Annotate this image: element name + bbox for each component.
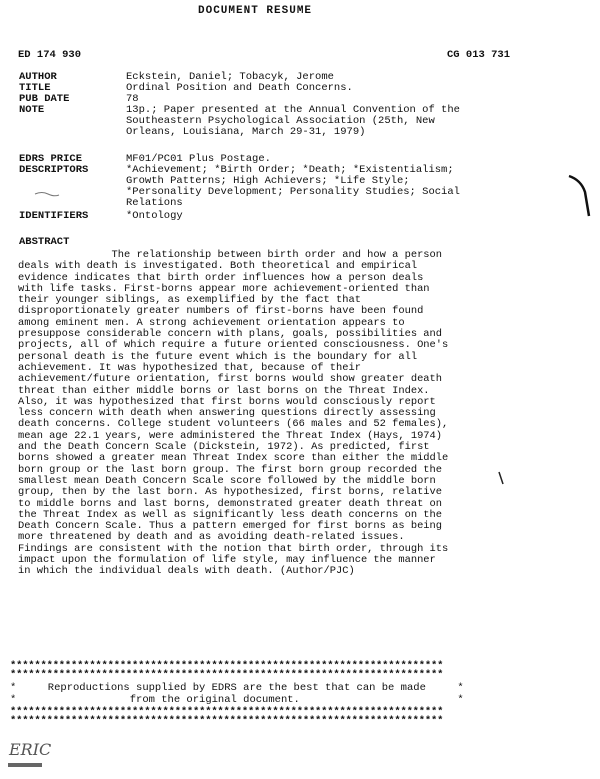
- field-value-descriptors-line: *Personality Development; Personality Studies; Social: [126, 186, 460, 198]
- stars-border-bottom: ***********************************************************************: [10, 706, 444, 718]
- field-value-pub-date: 78: [126, 93, 139, 105]
- stars-border-top: ***********************************************************************: [10, 669, 444, 681]
- stars-border-bottom: ***********************************************************************: [10, 715, 444, 727]
- ed-number: ED 174 930: [18, 49, 82, 61]
- margin-bracket-mark: [567, 170, 595, 220]
- field-value-edrs-price: MF01/PC01 Plus Postage.: [126, 153, 271, 165]
- field-value-descriptors-line: Growth Patterns; High Achievers; *Life Style;: [126, 175, 410, 187]
- eric-logo-bar: [8, 763, 42, 767]
- field-value-note-line: Southeastern Psychological Association (25th, New: [126, 115, 435, 127]
- reproduction-note-line: * from the original document. *: [10, 694, 464, 706]
- field-label-note: NOTE: [19, 104, 45, 116]
- field-value-note-line: Orleans, Louisiana, March 29-31, 1979): [126, 126, 366, 138]
- reproduction-note-line: * Reproductions supplied by EDRS are the best that can be made *: [10, 682, 464, 694]
- stars-border-top: ***********************************************************************: [10, 660, 444, 672]
- abstract-label: ABSTRACT: [19, 236, 70, 248]
- eric-logo-text: ERIC: [9, 740, 52, 759]
- field-label-title: TITLE: [19, 82, 51, 94]
- margin-tick-mark: [496, 470, 506, 488]
- abstract-text: The relationship between birth order and how a person deals with death is investigated. Both theoretical and empirical evidence indicates that birth order influences how a person deals with life tasks. First-borns appear more achievement-oriented than their younger siblings, as exemplified by the fact that disproportionately greater numbers of first-borns have been found among eminent men. A strong achievement orientation appears to presuppose considerable concern with plans, goals, possibilities and projects, all of which require a future oriented consciousness. One's personal death is the future event which is the boundary for all achievement. It was hypothesized that, because of their achievement/future orientation, first borns would show greater death threat than either middle borns or last borns on the Threat Index. Also, it was hypothesized that first borns would consciously report less concern with death when answering questions directly assessing death concerns. College student volunteers (66 males and 52 females), mean age 22.1 years, were administered the Threat Index (Hays, 1974) and the Death Concern Scale (Dickstein, 1972). As predicted, first borns showed a greater mean Threat Index score than either the middle born group or the last born group. The first born group recorded the smallest mean Death Concern Scale score followed by the middle born group, then by the last born. As hypothesized, first borns, relative to middle borns and last borns, demonstrated greater death threat on the Threat Index as well as significantly less death concerns on the Death Concern Scale. Thus a pattern emerged for first borns as being more threatened by death and as avoiding death-related issues. Findings are consistent with the notion that birth order, through its impact upon the formulation of life style, may influence the manner in which the individual deals with death. (Author/PJC): [18, 249, 449, 578]
- document-title: DOCUMENT RESUME: [198, 5, 313, 17]
- field-value-title: Ordinal Position and Death Concerns.: [126, 82, 353, 94]
- field-value-identifiers: *Ontology: [126, 210, 183, 222]
- field-value-descriptors-line: *Achievement; *Birth Order; *Death; *Existentialism;: [126, 164, 454, 176]
- cg-number: CG 013 731: [447, 49, 511, 61]
- scribble-mark: [34, 190, 60, 198]
- field-value-author: Eckstein, Daniel; Tobacyk, Jerome: [126, 71, 334, 83]
- field-label-edrs-price: EDRS PRICE: [19, 153, 83, 165]
- field-value-note-line: 13p.; Paper presented at the Annual Convention of the: [126, 104, 460, 116]
- field-value-descriptors-line: Relations: [126, 197, 183, 209]
- field-label-identifiers: IDENTIFIERS: [19, 210, 89, 222]
- field-label-pub-date: PUB DATE: [19, 93, 70, 105]
- field-label-descriptors: DESCRIPTORS: [19, 164, 89, 176]
- field-label-author: AUTHOR: [19, 71, 57, 83]
